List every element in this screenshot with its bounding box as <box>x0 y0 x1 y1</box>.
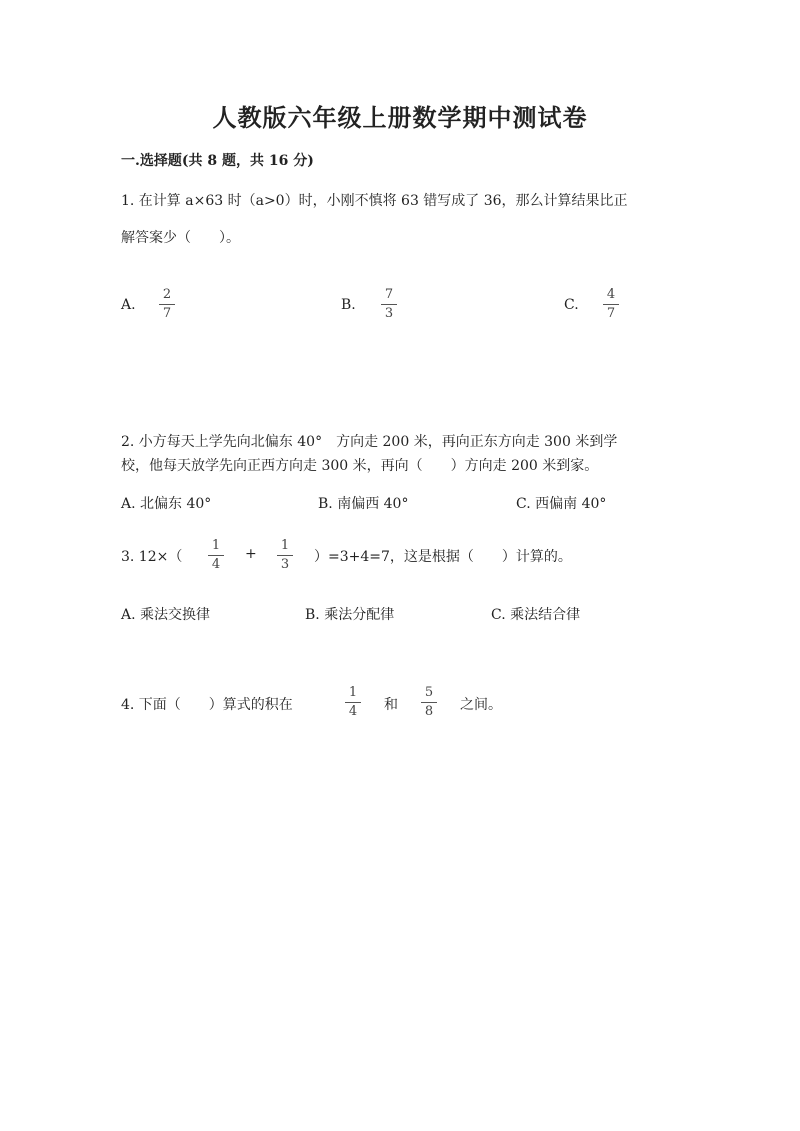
denominator: 7 <box>162 306 172 321</box>
q2-option-c: C. 西偏南 40° <box>516 496 607 512</box>
numerator: 7 <box>384 287 394 302</box>
q1-option-a-fraction <box>159 287 175 322</box>
q3-plus-sign: + <box>245 546 257 562</box>
q3-fraction-1 <box>208 538 224 573</box>
denominator: 7 <box>606 306 616 321</box>
denominator: 3 <box>280 557 290 572</box>
q3-fraction-2 <box>277 538 293 573</box>
numerator: 5 <box>424 685 434 700</box>
q1-option-c-label: C. <box>564 297 579 313</box>
q3-option-a: A. 乘法交换律 <box>121 607 211 623</box>
q1-text-line2: 解答案少（ ）。 <box>121 230 240 246</box>
numerator: 1 <box>211 538 221 553</box>
numerator: 1 <box>280 538 290 553</box>
q4-fraction-1 <box>345 685 361 720</box>
q2-option-a: A. 北偏东 40° <box>121 496 212 512</box>
q4-text-and: 和 <box>384 697 398 713</box>
section-heading: 一.选择题(共 8 题，共 16 分) <box>121 153 314 169</box>
fraction-bar <box>421 702 437 703</box>
q1-option-b-fraction <box>381 287 397 322</box>
q2-text-line1: 2. 小方每天上学先向北偏东 40° 方向走 200 米，再向正东方向走 300 米到学 <box>121 434 618 450</box>
q2-text-line2: 校，他每天放学先向正西方向走 300 米，再向（ ）方向走 200 米到家。 <box>121 458 599 474</box>
q4-fraction-2 <box>421 685 437 720</box>
q3-option-c: C. 乘法结合律 <box>491 607 581 623</box>
q2-option-b: B. 南偏西 40° <box>318 496 409 512</box>
fraction-bar <box>603 304 619 305</box>
q4-text-prefix: 4. 下面（ ）算式的积在 <box>121 697 293 713</box>
q3-text-suffix: ）=3+4=7，这是根据（ ）计算的。 <box>314 549 572 565</box>
denominator: 4 <box>211 557 221 572</box>
q1-option-a-label: A. <box>121 297 136 313</box>
q1-option-c-fraction <box>603 287 619 322</box>
denominator: 8 <box>424 704 434 719</box>
q1-text-line1: 1. 在计算 a×63 时（a>0）时，小刚不慎将 63 错写成了 36，那么计算结果比正 <box>121 193 628 209</box>
numerator: 1 <box>348 685 358 700</box>
fraction-bar <box>345 702 361 703</box>
fraction-bar <box>208 555 224 556</box>
fraction-bar <box>381 304 397 305</box>
q3-text-prefix: 3. 12×（ <box>121 549 183 565</box>
q1-option-b-label: B. <box>341 297 356 313</box>
numerator: 2 <box>162 287 172 302</box>
numerator: 4 <box>606 287 616 302</box>
fraction-bar <box>277 555 293 556</box>
page-title: 人教版六年级上册数学期中测试卷 <box>212 103 588 132</box>
denominator: 4 <box>348 704 358 719</box>
q4-text-suffix: 之间。 <box>460 697 502 713</box>
fraction-bar <box>159 304 175 305</box>
denominator: 3 <box>384 306 394 321</box>
q3-option-b: B. 乘法分配律 <box>305 607 395 623</box>
